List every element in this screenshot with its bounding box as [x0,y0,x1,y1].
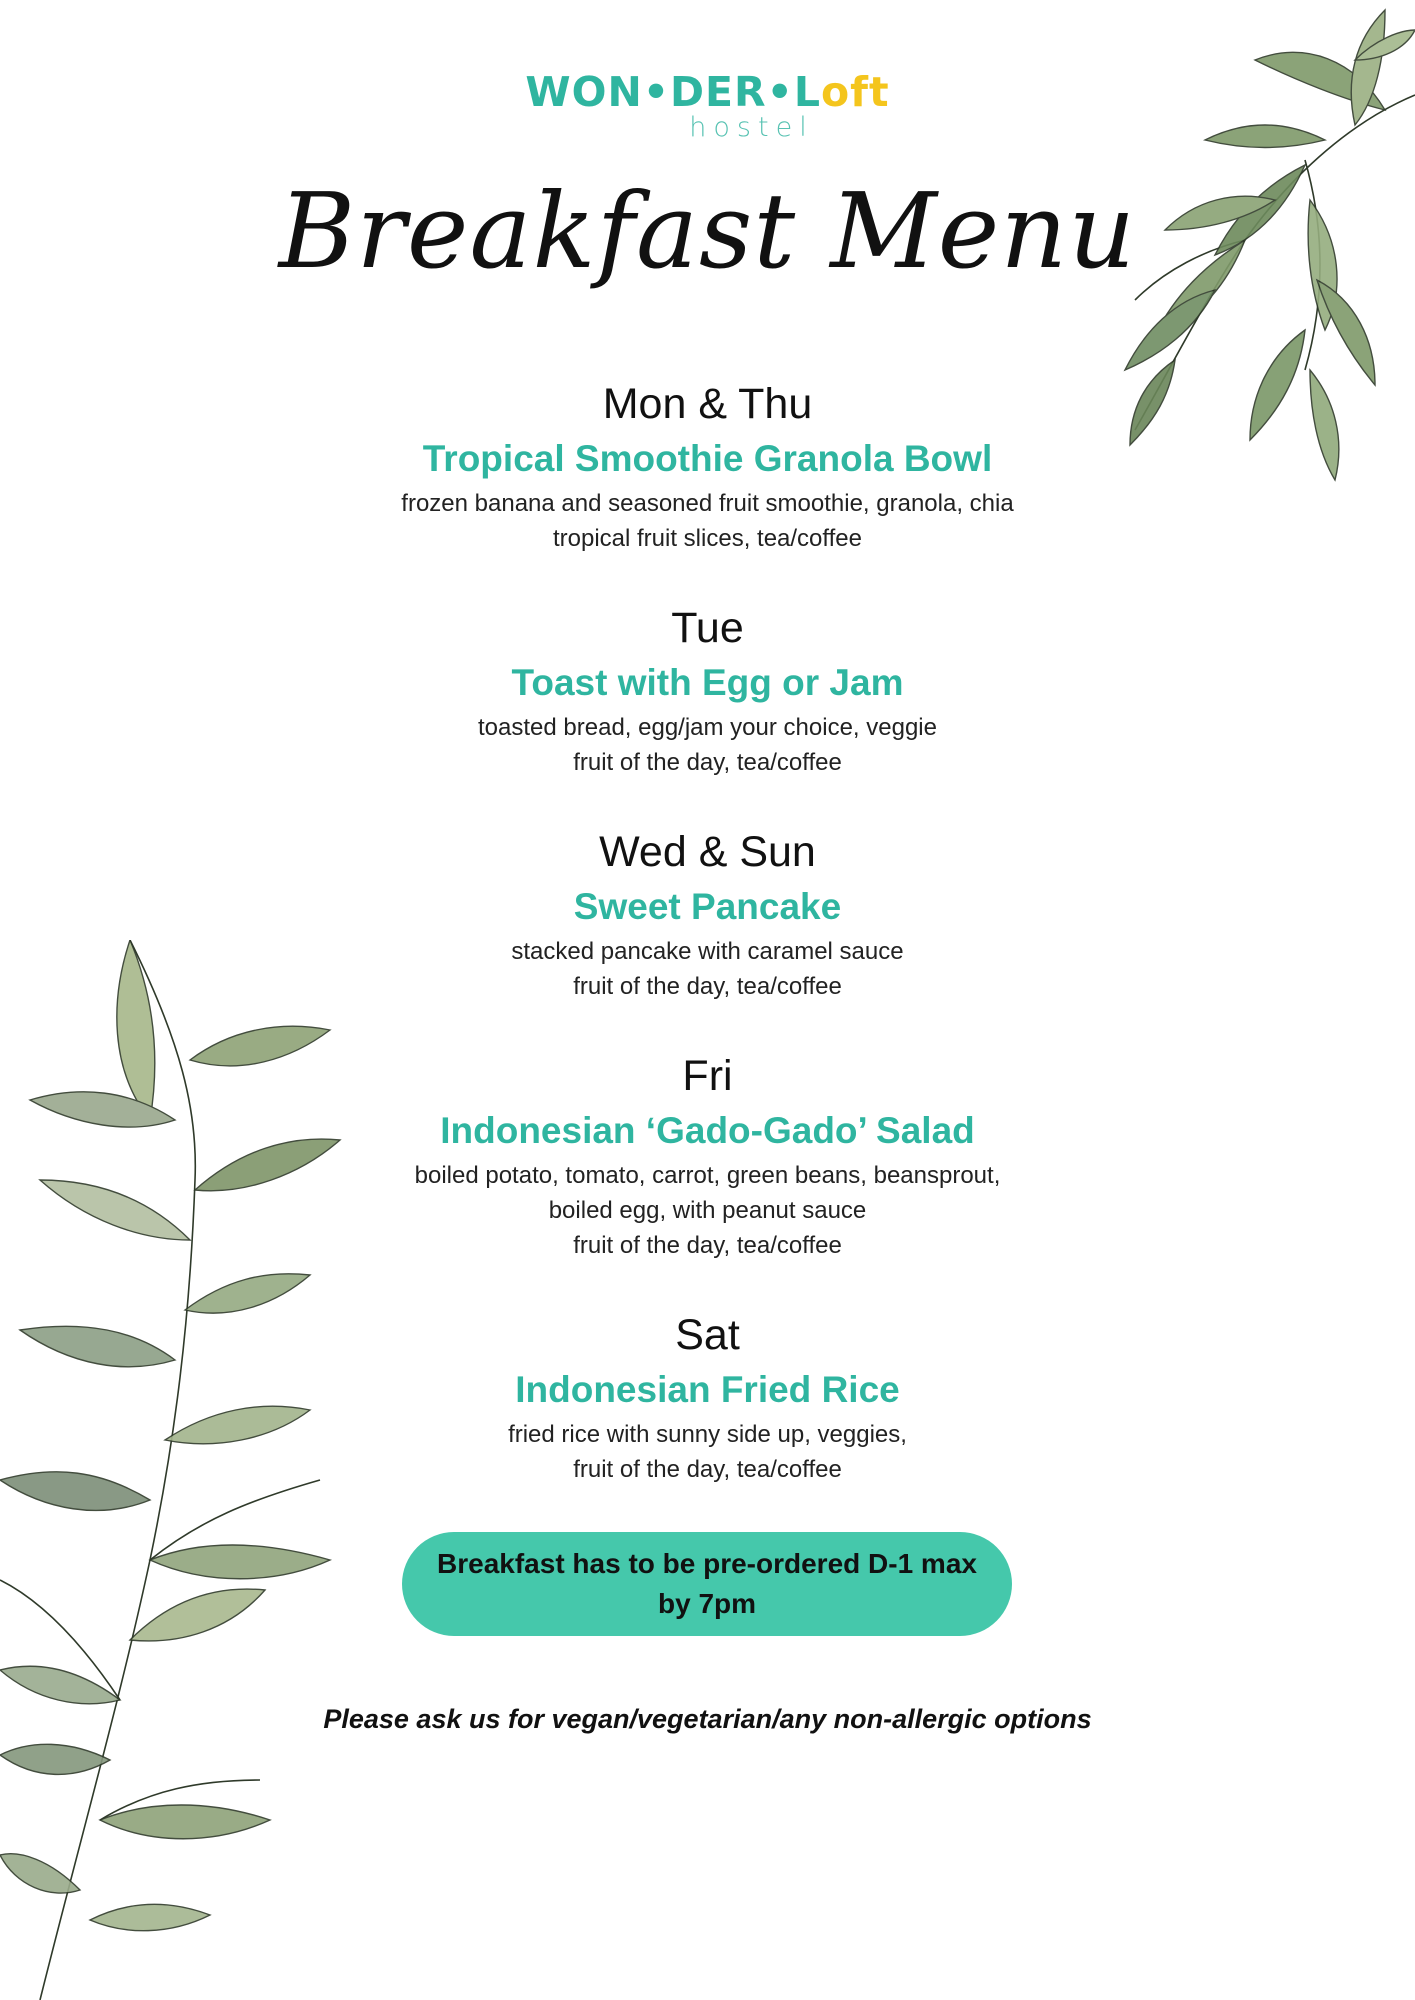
logo-wordmark: WON•DER•Loft [525,68,890,116]
description-line: fruit of the day, tea/coffee [573,1232,842,1259]
menu-description [0,710,1415,780]
description-line: toasted bread, egg/jam your choice, veggie [478,714,937,741]
menu-day: Sat [675,1311,740,1359]
menu-description [0,934,1415,1004]
description-line: stacked pancake with caramel sauce [511,938,904,965]
page-title: Breakfast Menu [278,170,1137,292]
hostel-logo [0,68,1415,116]
menu-day: Tue [671,604,744,652]
description-line: boiled egg, with peanut sauce [548,1197,867,1224]
preorder-notice [402,1532,1012,1636]
menu-entry-wed-sun [0,826,1415,1004]
description-line: fruit of the day, tea/coffee [573,1456,842,1483]
preorder-notice-text: Breakfast has to be pre-ordered D-1 max by 7pm [437,1548,977,1619]
description-line: tropical fruit slices, tea/coffee [552,525,863,552]
description-line: fruit of the day, tea/coffee [573,749,842,776]
menu-entry-fri [0,1050,1415,1263]
description-line: frozen banana and seasoned fruit smoothie, granola, chia [401,490,1014,517]
menu-description [0,1417,1415,1487]
menu-description [0,486,1415,556]
menu-day: Wed & Sun [599,828,816,876]
menu-dish: Tropical Smoothie Granola Bowl [422,437,993,479]
description-line: boiled potato, tomato, carrot, green beans, beansprout, [414,1162,1001,1189]
menu-dish: Indonesian Fried Rice [515,1368,900,1410]
menu-entry-mon-thu [0,378,1415,556]
menu-dish: Indonesian ‘Gado-Gado’ Salad [440,1109,975,1151]
menu-day: Fri [682,1052,733,1100]
menu-dish: Sweet Pancake [573,885,842,927]
description-line: fruit of the day, tea/coffee [573,973,842,1000]
menu-description [0,1158,1415,1263]
menu-day: Mon & Thu [602,380,813,428]
dietary-footnote: Please ask us for vegan/vegetarian/any non-allergic options [323,1704,1092,1734]
menu-list [0,378,1415,1487]
menu-dish: Toast with Egg or Jam [511,661,904,703]
menu-entry-tue [0,602,1415,780]
description-line: fried rice with sunny side up, veggies, [508,1421,907,1448]
menu-entry-sat [0,1309,1415,1487]
logo-subtitle: hostel [689,112,814,143]
